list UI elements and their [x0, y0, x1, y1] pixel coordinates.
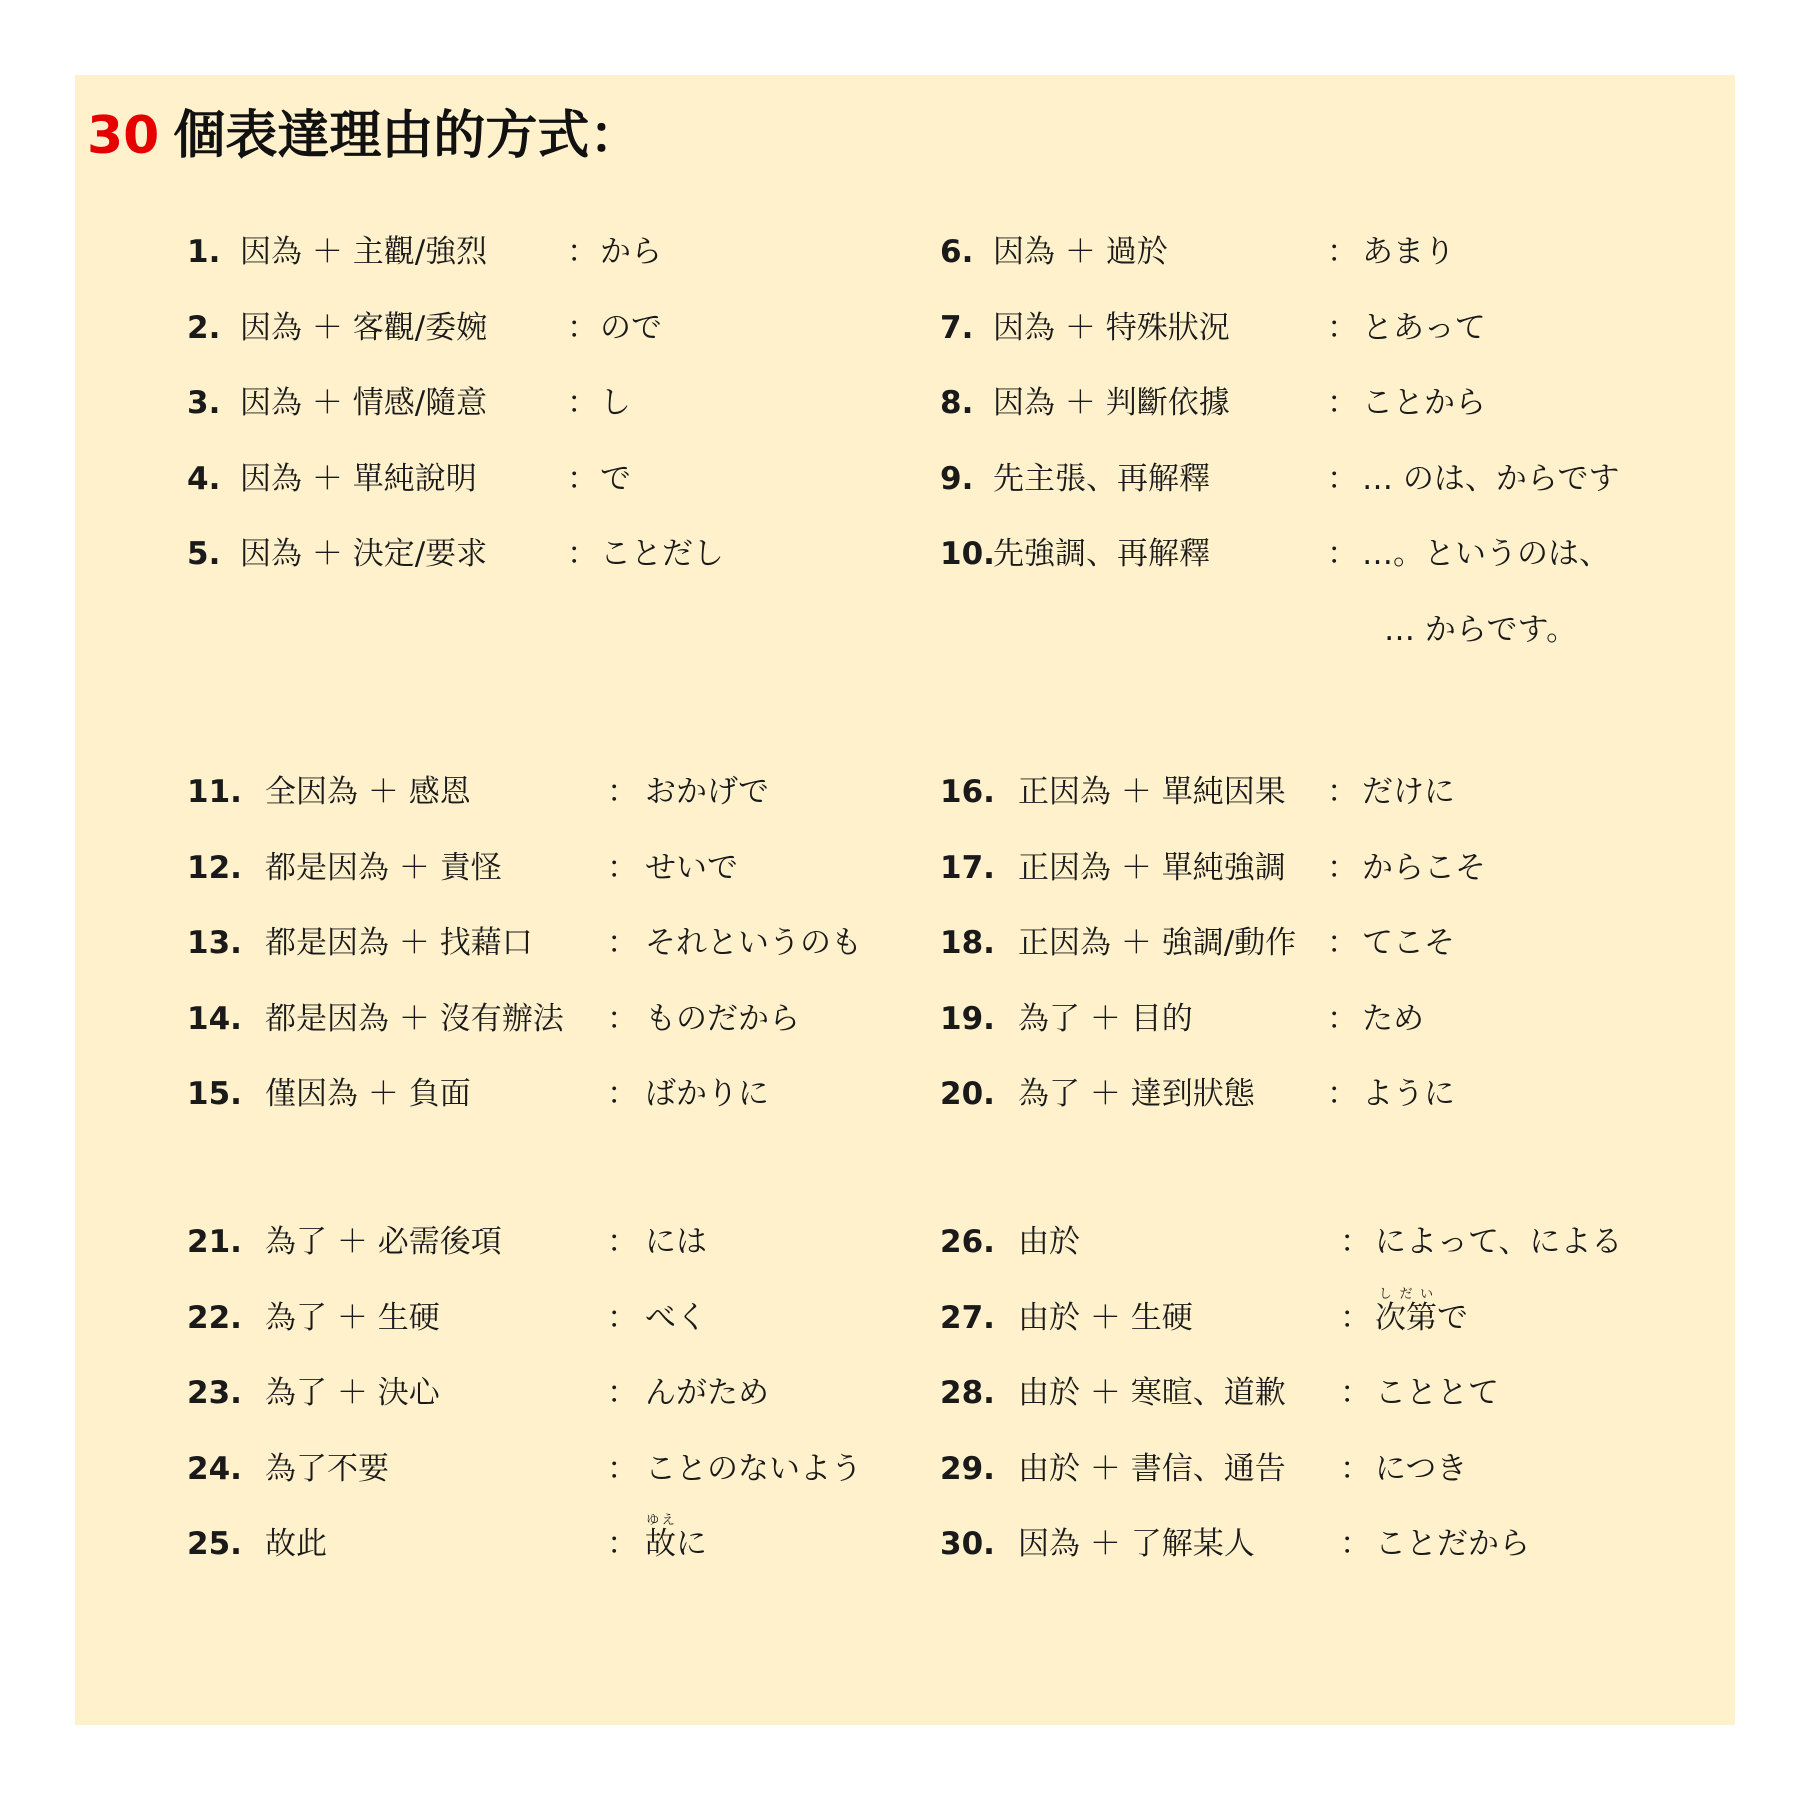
item-number: 28. [940, 1375, 995, 1411]
item-colon: ： [607, 774, 638, 810]
item-number: 11. [187, 774, 242, 810]
item-colon: ： [607, 1000, 638, 1037]
item-meaning: 由於 ＋ 生硬 [1018, 1299, 1193, 1336]
item-colon: ： [607, 849, 638, 886]
item-number: 5. [187, 536, 221, 572]
item-number: 7. [940, 309, 974, 346]
item-colon: ： [607, 1526, 638, 1562]
item-colon: ： [1340, 1299, 1371, 1336]
page-title [87, 93, 641, 168]
item-grammar [645, 1507, 707, 1583]
item-number: 21. [187, 1224, 242, 1260]
item-colon: ： [567, 309, 598, 346]
item-colon: ： [1327, 1076, 1358, 1112]
item-grammar: ことから [1362, 385, 1486, 421]
item-colon: ： [1340, 1450, 1371, 1487]
item-colon: ： [1327, 460, 1358, 497]
item-meaning: 都是因為 ＋ 找藉口 [265, 925, 533, 961]
item-number: 2. [187, 309, 221, 346]
item-number: 8. [940, 385, 974, 421]
item-meaning: 因為 ＋ 了解某人 [1018, 1526, 1255, 1562]
item-number: 17. [940, 849, 995, 886]
item-grammar: ので [600, 309, 662, 346]
content-card [75, 75, 1735, 1725]
item-grammar: せいで [645, 849, 738, 886]
item-number: 9. [940, 460, 974, 497]
item-grammar: ことだから [1375, 1526, 1530, 1562]
item-colon: ： [607, 1299, 638, 1336]
item-colon: ： [607, 1076, 638, 1112]
item-number: 4. [187, 460, 221, 497]
item-meaning: 都是因為 ＋ 責怪 [265, 849, 502, 886]
item-number: 16. [940, 774, 995, 810]
item-colon: ： [1327, 309, 1358, 346]
item-meaning: 因為 ＋ 主觀/強烈 [240, 234, 488, 270]
item-meaning: 由於 ＋ 書信、通告 [1018, 1450, 1286, 1487]
item-grammar: ことだし [600, 536, 724, 572]
item-meaning: 故此 [265, 1526, 327, 1562]
item-number: 10. [940, 536, 995, 572]
item-number: 29. [940, 1450, 995, 1487]
grammar-kana: で [1437, 1299, 1468, 1336]
item-number: 18. [940, 925, 995, 961]
title-text: 個表達理由的方式： [173, 106, 642, 166]
item-number: 30. [940, 1526, 995, 1562]
item-colon: ： [567, 234, 598, 270]
item-grammar: てこそ [1362, 925, 1455, 961]
item-colon: ： [567, 460, 598, 497]
item-meaning: 為了 ＋ 達到狀態 [1018, 1076, 1255, 1112]
item-meaning: 為了 ＋ 決心 [265, 1375, 440, 1411]
item-colon: ： [607, 1375, 638, 1411]
item-grammar: ばかりに [645, 1076, 769, 1112]
item-number: 26. [940, 1224, 995, 1260]
item-colon: ： [1327, 385, 1358, 421]
item-meaning: 因為 ＋ 判斷依據 [993, 385, 1230, 421]
item-number: 6. [940, 234, 974, 270]
grammar-kana: に [676, 1526, 707, 1562]
item-colon: ： [607, 925, 638, 961]
item-meaning: 由於 [1018, 1224, 1080, 1260]
item-number: 14. [187, 1000, 242, 1037]
item-number: 3. [187, 385, 221, 421]
item-colon: ： [1327, 925, 1358, 961]
item-grammar: だけに [1362, 774, 1455, 810]
item-meaning: 先強調、再解釋 [993, 536, 1210, 572]
item-grammar-continued: … からです。 [1384, 611, 1578, 648]
item-grammar: からこそ [1362, 849, 1486, 886]
item-grammar: それというのも [645, 925, 862, 961]
item-number: 20. [940, 1076, 995, 1112]
item-colon: ： [567, 536, 598, 572]
item-meaning: 為了 ＋ 生硬 [265, 1299, 440, 1336]
grammar-kanji: 次第 [1375, 1299, 1437, 1336]
item-grammar: には [645, 1224, 707, 1260]
item-grammar: … のは、からです [1362, 460, 1620, 497]
grammar-kanji: 故 [645, 1526, 676, 1562]
item-colon: ： [1327, 1000, 1358, 1037]
item-meaning: 正因為 ＋ 強調/動作 [1018, 925, 1297, 961]
item-grammar: し [600, 385, 631, 421]
item-number: 15. [187, 1076, 242, 1112]
title-number: 30 [87, 106, 160, 166]
item-grammar: …。というのは、 [1362, 536, 1610, 572]
item-number: 27. [940, 1299, 995, 1336]
item-grammar: あまり [1362, 234, 1455, 270]
item-colon: ： [1340, 1224, 1371, 1260]
item-number: 24. [187, 1450, 242, 1487]
item-grammar: おかげで [645, 774, 769, 810]
item-meaning: 因為 ＋ 決定/要求 [240, 536, 488, 572]
item-meaning: 都是因為 ＋ 沒有辦法 [265, 1000, 564, 1037]
item-grammar: で [600, 460, 631, 497]
item-meaning: 因為 ＋ 客觀/委婉 [240, 309, 488, 346]
item-number: 25. [187, 1526, 242, 1562]
item-colon: ： [567, 385, 598, 421]
item-number: 1. [187, 234, 221, 270]
item-colon: ： [1327, 849, 1358, 886]
item-grammar: ことのないよう [645, 1450, 862, 1487]
item-meaning: 為了不要 [265, 1450, 389, 1487]
item-colon: ： [607, 1224, 638, 1260]
item-number: 22. [187, 1299, 242, 1336]
item-colon: ： [1327, 774, 1358, 810]
item-number: 23. [187, 1375, 242, 1411]
item-grammar: んがため [645, 1375, 769, 1411]
item-meaning: 全因為 ＋ 感恩 [265, 774, 471, 810]
item-meaning: 僅因為 ＋ 負面 [265, 1076, 471, 1112]
item-colon: ： [607, 1450, 638, 1487]
item-meaning: 正因為 ＋ 單純因果 [1018, 774, 1286, 810]
item-number: 19. [940, 1000, 995, 1037]
item-colon: ： [1327, 536, 1358, 572]
item-meaning: 由於 ＋ 寒暄、道歉 [1018, 1375, 1286, 1411]
item-number: 12. [187, 849, 242, 886]
item-meaning: 因為 ＋ 過於 [993, 234, 1168, 270]
item-grammar: ように [1362, 1076, 1455, 1112]
item-meaning: 因為 ＋ 情感/隨意 [240, 385, 488, 421]
item-colon: ： [1340, 1375, 1371, 1411]
item-number: 13. [187, 925, 242, 961]
furigana: ゆえ [645, 1513, 676, 1528]
item-grammar: こととて [1375, 1375, 1499, 1411]
item-meaning: 正因為 ＋ 單純強調 [1018, 849, 1286, 886]
item-grammar [1375, 1281, 1468, 1357]
item-meaning: 為了 ＋ 必需後項 [265, 1224, 502, 1260]
furigana: しだい [1375, 1286, 1437, 1302]
item-grammar: ため [1362, 1000, 1424, 1037]
item-meaning: 先主張、再解釋 [993, 460, 1210, 497]
item-colon: ： [1327, 234, 1358, 270]
item-grammar: につき [1375, 1450, 1468, 1487]
item-meaning: 為了 ＋ 目的 [1018, 1000, 1193, 1037]
item-grammar: べく [645, 1299, 707, 1336]
item-grammar: によって、による [1375, 1224, 1623, 1260]
item-grammar: から [600, 234, 662, 270]
item-grammar: ものだから [645, 1000, 800, 1037]
item-colon: ： [1340, 1526, 1371, 1562]
item-meaning: 因為 ＋ 單純說明 [240, 460, 477, 497]
item-meaning: 因為 ＋ 特殊狀況 [993, 309, 1230, 346]
item-grammar: とあって [1362, 309, 1486, 346]
